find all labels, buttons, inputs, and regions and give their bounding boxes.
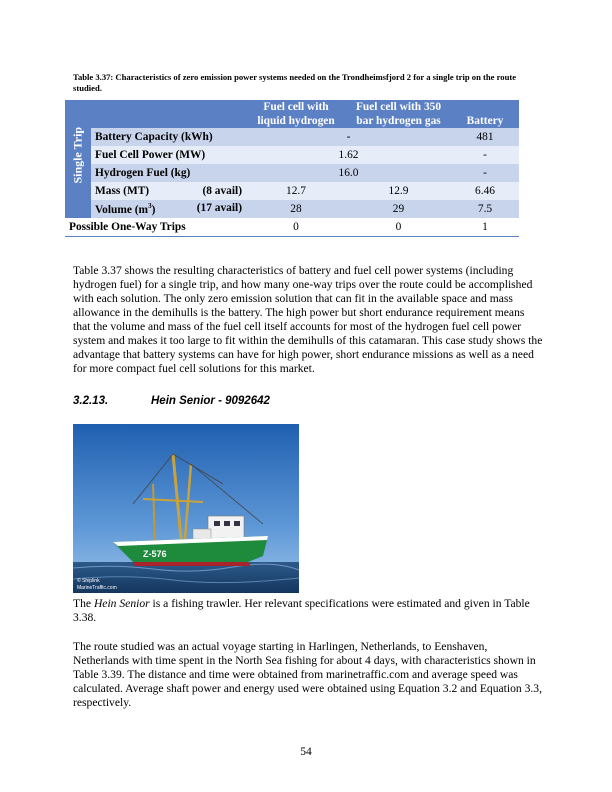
header-battery: Battery [451, 100, 519, 128]
single-trip-label: Single Trip [65, 128, 91, 218]
hull-number: Z-576 [143, 549, 167, 559]
table-header-row [65, 100, 519, 128]
cell-value: 0 [346, 218, 451, 237]
paragraph: The route studied was an actual voyage starting in Harlingen, Netherlands, to Eenshaven, Netherlands with time spent in the North Sea fishing for about 4 days, with characteristics shown in Table 3.39. The distance and time were obtained from marinetraffic.com and average speed was calculated. Average shaft power and energy used were obtained using Equation 3.2 and Equation 3.3, respectively. [73, 640, 542, 709]
cell-value: 28 [246, 200, 346, 218]
header-hydrogen-gas: Fuel cell with 350 bar hydrogen gas [346, 100, 451, 128]
cell-value: 12.9 [346, 182, 451, 200]
cell-value: 1.62 [246, 146, 451, 164]
section-title: Hein Senior - 9092642 [151, 395, 270, 407]
paragraph: The Hein Senior is a fishing trawler. Her relevant specifications were estimated and given in Table 3.38. [73, 597, 530, 624]
cell-value: 481 [451, 128, 519, 146]
cell-value: 6.46 [451, 182, 519, 200]
header-liquid-hydrogen: Fuel cell with liquid hydrogen [246, 100, 346, 128]
vessel-name: Hein Senior [93, 597, 150, 610]
cell-value: - [246, 128, 451, 146]
table-row [65, 164, 519, 182]
table-row [65, 146, 519, 164]
section-heading [73, 395, 270, 407]
table-row [65, 200, 519, 218]
power-systems-table [65, 100, 519, 237]
cell-value: 16.0 [246, 164, 451, 182]
table-row [65, 218, 519, 237]
cell-value: 1 [451, 218, 519, 237]
row-label: Battery Capacity (kWh) [91, 128, 246, 146]
cell-value: 7.5 [451, 200, 519, 218]
table-caption: Table 3.37: Characteristics of zero emission power systems needed on the Trondheimsfjord 2 for a single trip on the route studied. [73, 72, 517, 93]
page-number: 54 [300, 746, 312, 758]
photo-credit: © Shiplink [77, 578, 100, 584]
table-row [65, 128, 519, 146]
cell-value: - [451, 146, 519, 164]
cell-value: - [451, 164, 519, 182]
table-row [65, 182, 519, 200]
cell-value: 12.7 [246, 182, 346, 200]
paragraph: Table 3.37 shows the resulting characteristics of battery and fuel cell power systems (including hydrogen fuel) for a single trip, and how many one-way trips over the route could be accomplished with each solution. The only zero emission solution that can fit in the available space and mass allowance in the demihulls is the battery. The high power but short endurance requirement means that the volume and mass of the fuel cell itself accounts for most of the hydrogen fuel cell power system and makes it too large to fit within the demihulls of this catamaran. This case study shows the advantage that battery systems can have for high power, short endurance missions as well as a need for more compact fuel cell solutions for this market. [73, 264, 543, 375]
cell-value: 0 [246, 218, 346, 237]
row-label: Fuel Cell Power (MW) [91, 146, 246, 164]
cell-value: 29 [346, 200, 451, 218]
vessel-photo [73, 424, 299, 593]
row-label: Possible One-Way Trips [65, 218, 246, 237]
row-label: Mass (MT) (8 avail) [91, 182, 246, 200]
row-label: Hydrogen Fuel (kg) [91, 164, 246, 182]
section-number: 3.2.13. [73, 395, 109, 407]
row-label: Volume $(m^3)$ (17 avail) [91, 200, 246, 218]
photo-credit-site: MarineTraffic.com [77, 585, 117, 591]
